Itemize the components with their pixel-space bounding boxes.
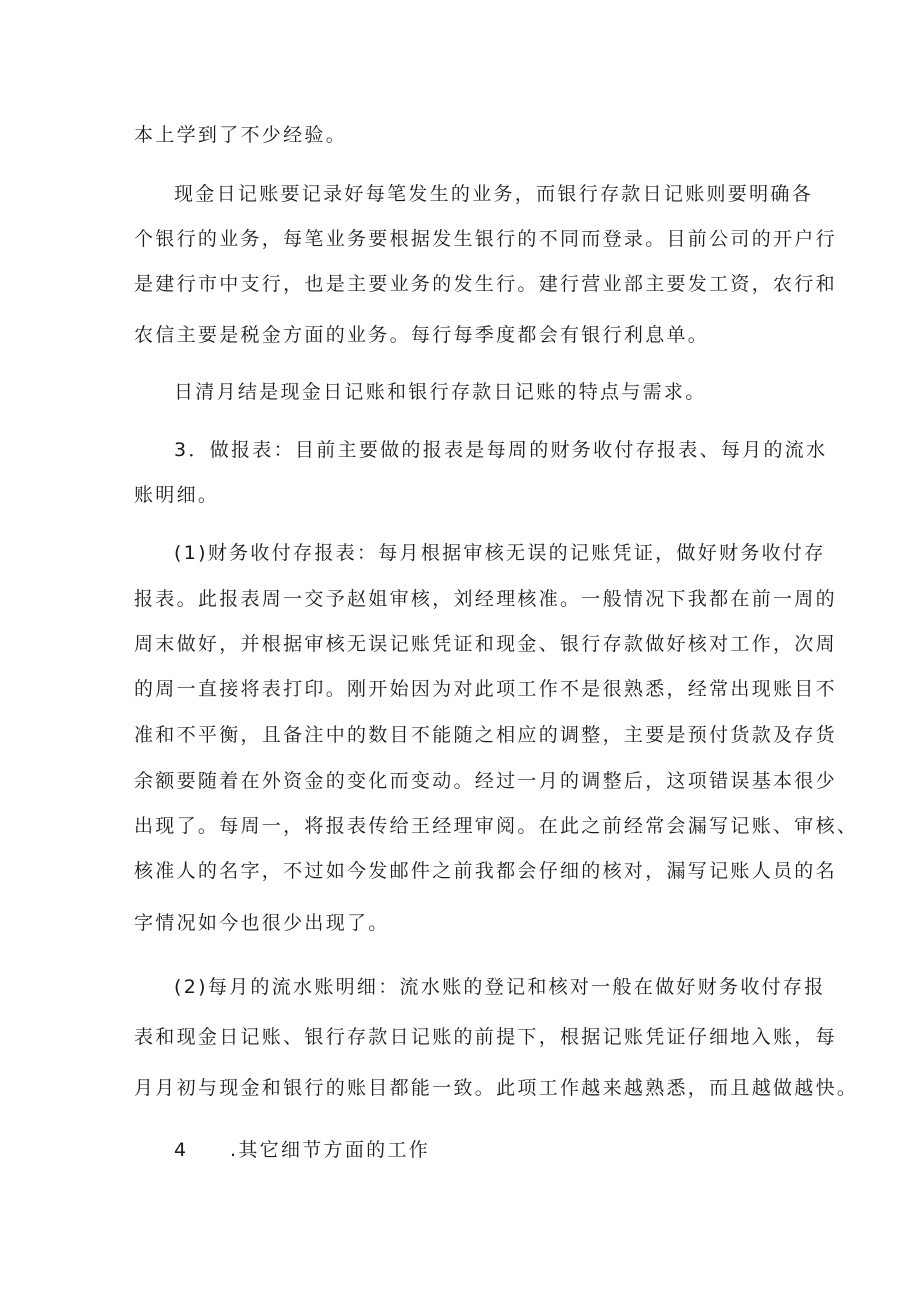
paragraph-line: 个银行的业务，每笔业务要根据发生银行的不同而登录。目前公司的开户行 [134,228,837,250]
paragraph-line: (1)财务收付存报表：每月根据审核无误的记账凭证，做好财务收付存 [174,542,826,564]
paragraph-line: 余额要随着在外资金的变化而变动。经过一月的调整后，这项错误基本很少 [134,770,837,792]
section-title: .其它细节方面的工作 [230,1139,431,1161]
paragraph-line: 准和不平衡，且备注中的数目不能随之相应的调整，主要是预付货款及存货 [134,724,837,746]
paragraph-line: 3．做报表：目前主要做的报表是每周的财务收付存报表、每月的流水 [174,439,828,461]
paragraph-line: 表和现金日记账、银行存款日记账的前提下，根据记账凭证仔细地入账，每 [134,1026,837,1048]
paragraph-line: 农信主要是税金方面的业务。每行每季度都会有银行利息单。 [134,324,710,346]
paragraph-line: 核准人的名字，不过如今发邮件之前我都会仔细的核对，漏写记账人员的名 [134,860,837,882]
paragraph-line: 出现了。每周一，将报表传给王经理审阅。在此之前经常会漏写记账、审核、 [134,815,859,837]
paragraph-line: 字情况如今也很少出现了。 [134,912,390,934]
paragraph-line: 月月初与现金和银行的账目都能一致。此项工作越来越熟悉，而且越做越快。 [134,1077,859,1099]
paragraph-line: (2)每月的流水账明细：流水账的登记和核对一般在做好财务收付存报 [174,976,826,998]
paragraph-line: 报表。此报表周一交予赵姐审核，刘经理核准。一般情况下我都在前一周的 [134,588,837,610]
paragraph-line: 日清月结是现金日记账和银行存款日记账的特点与需求。 [174,381,707,403]
paragraph-line: 是建行市中支行，也是主要业务的发生行。建行营业部主要发工资，农行和 [134,273,837,295]
paragraph-line: 现金日记账要记录好每笔发生的业务，而银行存款日记账则要明确各 [174,183,814,205]
paragraph-line: 账明细。 [134,484,220,506]
paragraph-line: 本上学到了不少经验。 [134,124,348,146]
section-heading-4 [174,1137,430,1163]
paragraph-line: 周末做好，并根据审核无误记账凭证和现金、银行存款做好核对工作，次周 [134,633,837,655]
section-number: 4 [174,1139,189,1161]
paragraph-line: 的周一直接将表打印。刚开始因为对此项工作不是很熟悉，经常出现账目不 [134,678,837,700]
